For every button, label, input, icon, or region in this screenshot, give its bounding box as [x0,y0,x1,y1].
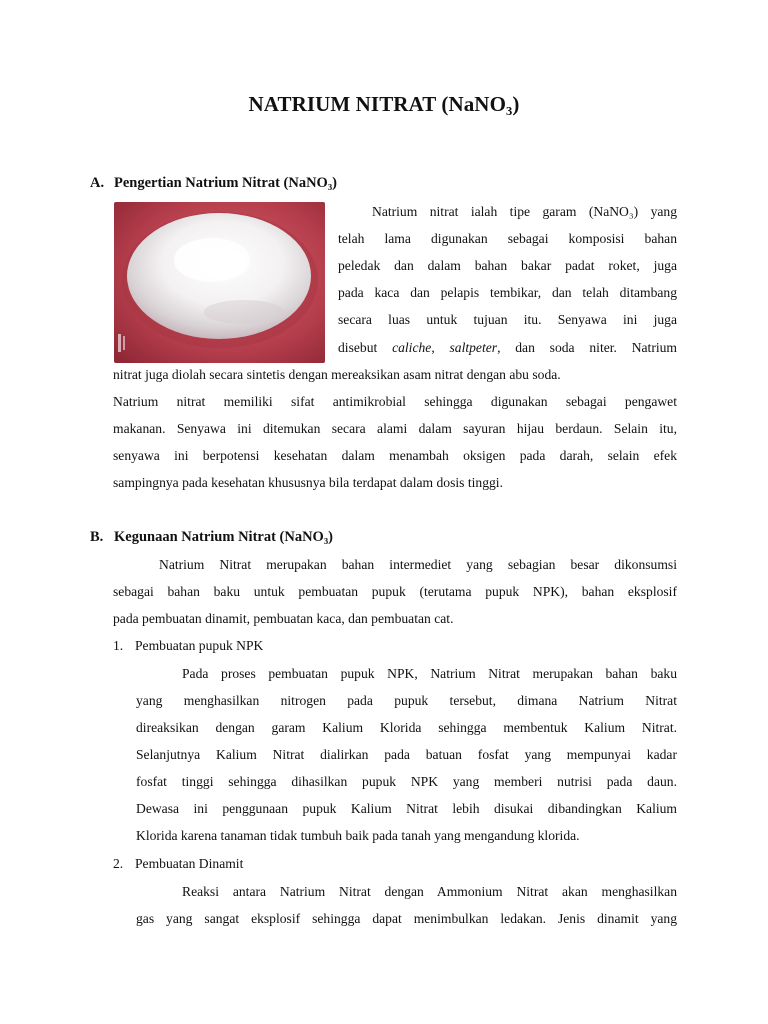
full-line-1: nitrat juga diolah secara sintetis dengan mereaksikan asam nitrat dengan abu soda. [113,367,561,382]
list-item-1-heading [113,638,263,654]
line6-post: , dan soda niter. Natrium [497,340,678,355]
full-line-4: senyawa ini berpotensi kesehatan dalam menambah oksigen pada darah, selain efek [113,448,677,463]
section-a-label: A. [90,175,105,191]
term-caliche: caliche [392,340,432,355]
item-1-line-6: Dewasa ini penggunaan pupuk Kalium Nitrat lebih disukai dibandingkan Kalium [136,801,677,816]
term-saltpeter: saltpeter [449,340,498,355]
wrap-line-6 [338,340,677,356]
item-1-line-7: Klorida karena tanaman tidak tumbuh baik pada tanah yang mengandung klorida. [136,828,580,843]
section-b-heading [90,529,333,546]
item-1-line-3: direaksikan dengan garam Kalium Klorida sehingga membentuk Kalium Nitrat. [136,720,677,735]
section-b-title: Kegunaan Natrium Nitrat (NaNO₃) [114,529,334,545]
wrap-line-5: secara luas untuk tujuan itu. Senyawa ini juga [338,312,677,327]
wrap-line-4: pada kaca dan pelapis tembikar, dan telah ditambang [338,285,677,300]
item-2-line-2: gas yang sangat eksplosif sehingga dapat menimbulkan ledakan. Jenis dinamit yang [136,911,677,926]
list-item-1-number: 1. [113,638,124,653]
section-a-title: Pengertian Natrium Nitrat (NaNO₃) [114,175,338,191]
wrap-line-2: telah lama digunakan sebagai komposisi bahan [338,231,677,246]
full-line-2: Natrium nitrat memiliki sifat antimikrobial sehingga digunakan sebagai pengawet [113,394,677,409]
list-item-2-title: Pembuatan Dinamit [135,856,244,871]
section-b-label: B. [90,529,104,545]
full-line-5: sampingnya pada kesehatan khususnya bila terdapat dalam dosis tinggi. [113,475,503,490]
section-a-heading [90,175,337,192]
full-line-3: makanan. Senyawa ini ditemukan secara alami dalam sayuran hijau berdaun. Selain itu, [113,421,677,436]
item-1-line-1: Pada proses pembuatan pupuk NPK, Natrium Nitrat merupakan bahan baku [182,666,677,681]
item-1-line-4: Selanjutnya Kalium Nitrat dialirkan pada batuan fosfat yang mempunyai kadar [136,747,677,762]
list-item-1-title: Pembuatan pupuk NPK [135,638,264,653]
intro-line-3: pada pembuatan dinamit, pembuatan kaca, dan pembuatan cat. [113,611,454,626]
wrap-line-1: Natrium nitrat ialah tipe garam (NaNO₃) yang [372,204,677,219]
list-item-2-number: 2. [113,856,124,871]
intro-line-2: sebagai bahan baku untuk pembuatan pupuk (terutama pupuk NPK), bahan eksplosif [113,584,677,599]
wrap-line-3: peledak dan dalam bahan bakar padat roket, juga [338,258,677,273]
intro-line-1: Natrium Nitrat merupakan bahan intermediet yang sebagian besar dikonsumsi [159,557,677,572]
line6-pre: disebut [338,340,393,355]
item-1-line-5: fosfat tinggi sehingga dihasilkan pupuk NPK yang memberi nutrisi pada daun. [136,774,677,789]
list-item-2-heading [113,856,243,872]
item-1-line-2: yang menghasilkan nitrogen pada pupuk tersebut, dimana Natrium Nitrat [136,693,677,708]
item-2-line-1: Reaksi antara Natrium Nitrat dengan Ammonium Nitrat akan menghasilkan [182,884,677,899]
line6-comma: , [431,340,450,355]
sodium-nitrate-powder-image [114,202,325,363]
powder-illustration [114,202,325,363]
document-title: NATRIUM NITRAT (NaNO₃) [248,92,520,116]
